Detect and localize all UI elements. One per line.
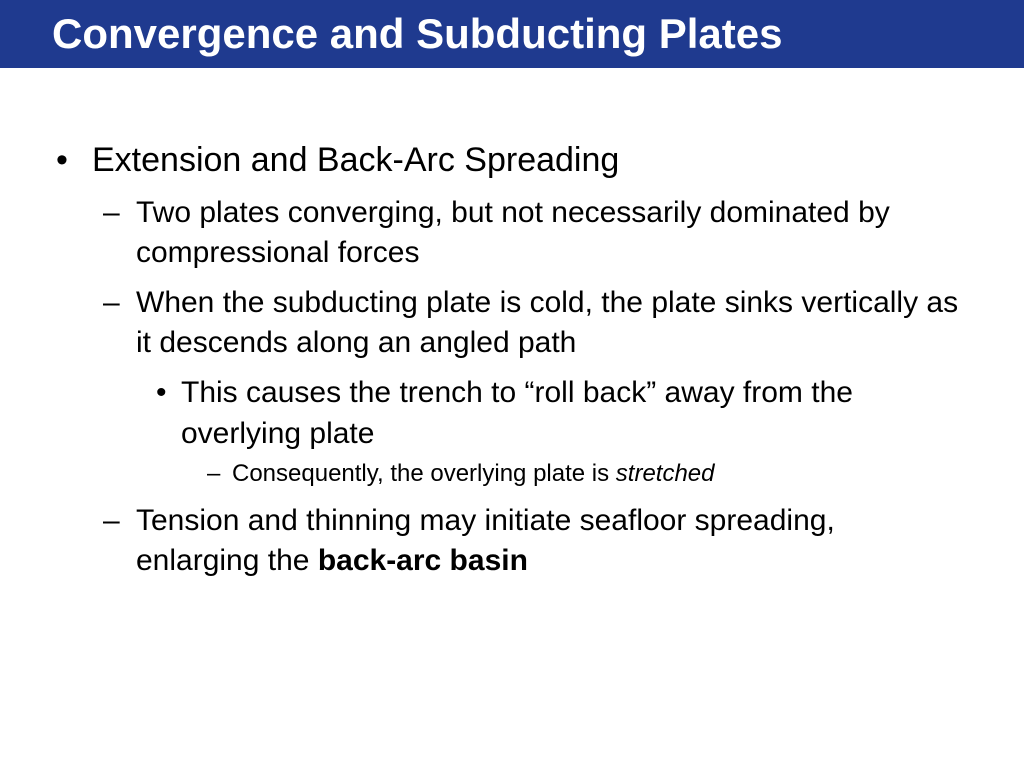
bullet-marker: • <box>156 376 167 409</box>
sub3-text: Tension and thinning may initiate seafloor spreading, enlarging the <box>136 504 835 577</box>
grandchild-text: Consequently, the overlying plate is <box>232 460 616 487</box>
dash-marker: – <box>103 504 120 537</box>
bullet-level2-item <box>103 501 966 581</box>
bullet-heading-text: Extension and Back-Arc Spreading <box>92 141 620 179</box>
bullet-level2-item <box>103 193 966 273</box>
dash-marker: – <box>207 460 221 487</box>
sub3-bold-term: back-arc basin <box>317 544 528 577</box>
bullet-level4-item <box>207 459 932 489</box>
bullet-level2-item <box>103 283 966 363</box>
dash-marker: – <box>103 196 120 229</box>
bullet-level3-item <box>156 372 971 454</box>
bullet-sub2-grandchild <box>232 459 932 489</box>
dash-marker: – <box>103 286 120 319</box>
bullet-sub1-text: Two plates converging, but not necessarily dominated by compressional forces <box>136 196 890 269</box>
bullet-level1-item <box>56 140 952 180</box>
bullet-marker: • <box>56 141 68 179</box>
bullet-sub3 <box>136 501 966 581</box>
slide-title: Convergence and Subducting Plates <box>52 10 783 57</box>
bullet-sub2-child-text: This causes the trench to “roll back” away from the overlying plate <box>181 376 853 450</box>
grandchild-emphasis: stretched <box>615 460 715 487</box>
bullet-sub2-text: When the subducting plate is cold, the plate sinks vertically as it descends along an angled path <box>136 286 959 359</box>
